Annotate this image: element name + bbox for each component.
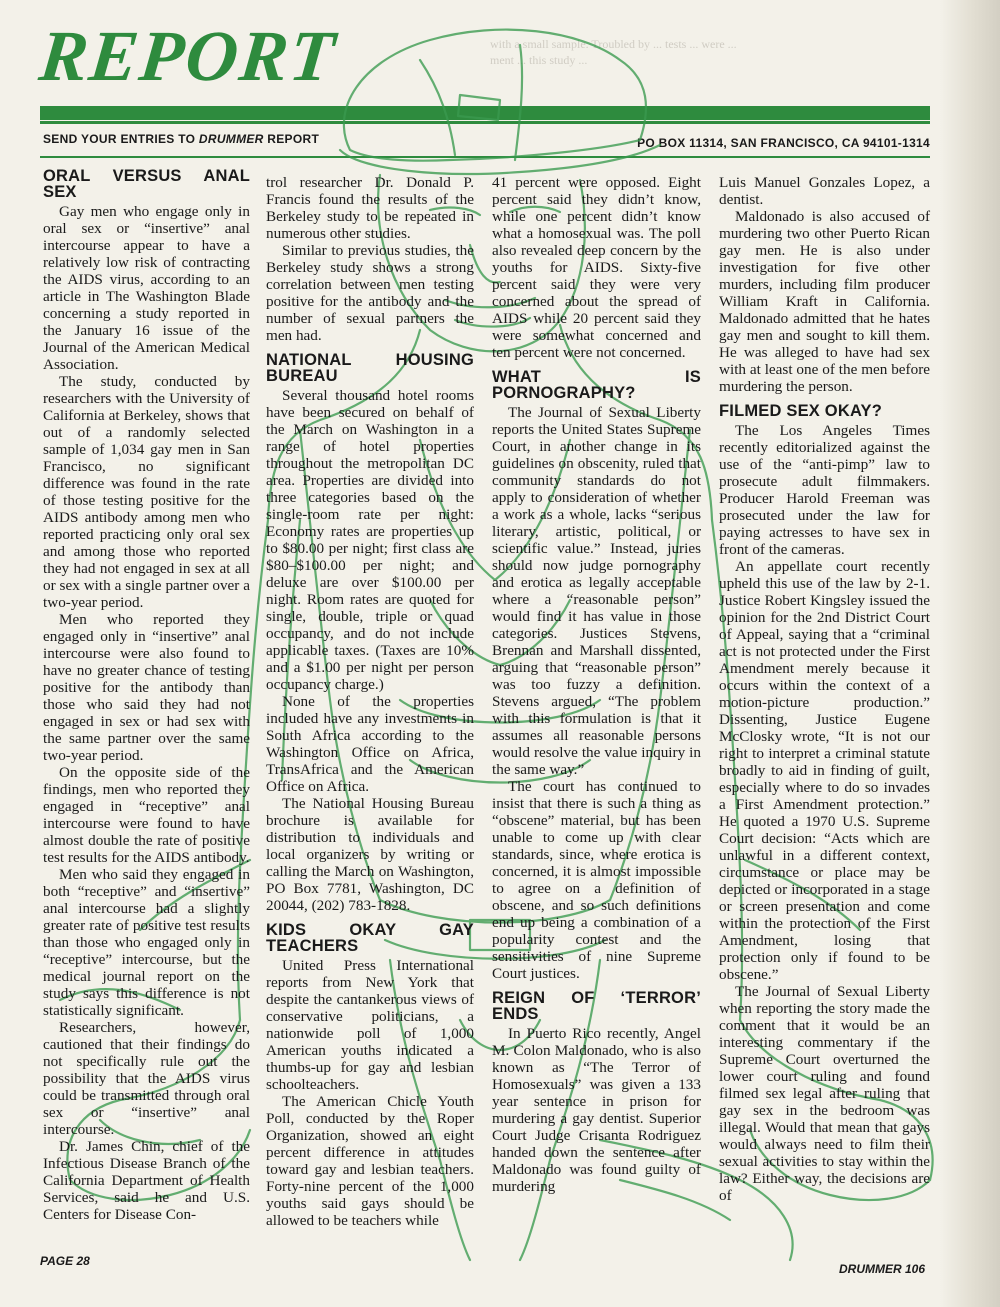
paragraph: The Los Angeles Times recently editorialized against the use of the “anti-pimp” law to prosecute adult filmmakers. Producer Harold Freeman was prosecuted under the law for paying actresses to have sex in front of the cameras. xyxy=(719,422,930,558)
headline-kids-okay-gay-teachers: KIDS OKAY GAY TEACHERS xyxy=(266,921,474,955)
paragraph: Dr. James Chin, chief of the Infectious Disease Branch of the California Department of Health Services, said he and U.S. Centers for Disease Con- xyxy=(43,1138,250,1223)
paragraph: Maldonado is also accused of murdering two other Puerto Rican gay men. He is also under investigation for five other murders, including film producer William Kraft in California. Maldonado admitted that he hates gay men and sought to kill them. He was alleged to have had sex with at least one of the men before murdering the person. xyxy=(719,208,930,395)
paragraph: Men who reported they engaged only in “insertive” anal intercourse were also found to have no greater chance of testing positive for the antibody than those who said they had not engaged in sex or had sex with the same partner over the same two-year period. xyxy=(43,611,250,764)
column-2 xyxy=(266,174,474,1229)
headline-reign-of-terror-ends: REIGN OF ‘TERROR’ ENDS xyxy=(492,989,701,1023)
send-prefix: SEND YOUR ENTRIES TO xyxy=(43,132,199,146)
masthead-title: REPORT xyxy=(35,16,341,96)
paragraph: Gay men who engage only in oral sex or “insertive” anal intercourse appear to have a relatively low risk of contracting the AIDS virus, according to an article in The Washington Blade concerning a study reported in the January 16 issue of the Journal of the American Medical Association. xyxy=(43,203,250,373)
paragraph: 41 percent were opposed. Eight percent said they didn’t know, while one percent didn’t know what a homosexual was. The poll also revealed deep concern by the youths for AIDS. Sixty-five percent said they were very concerned about the spread of AIDS while 20 percent said they were somewhat concerned and ten percent were not concerned. xyxy=(492,174,701,361)
paragraph: Several thousand hotel rooms have been secured on behalf of the March on Washington in a range of hotel properties throughout the metropolitan DC area. Properties are divided into three categories based on the single-room rate per night: Economy rates are properties up to $80.00 per night; first class are $80–$100.00 per night; and deluxe are over $100.00 per night. Room rates are quoted for single, double, triple or quad occupancy, and do not include applicable taxes. (Taxes are 10% and a $1.00 per night per person occupancy charge.) xyxy=(266,387,474,693)
send-suffix: REPORT xyxy=(263,132,320,146)
paragraph: The court has continued to insist that there is such a thing as “obscene” material, but has been unable to come up with clear standards, since, where erotica is concerned, it is almost impossible to agree on a definition of obscene, and so such definitions end up being a combination of a popularity contest and the sensitivities of nine Supreme Court justices. xyxy=(492,778,701,982)
paragraph: United Press International reports from New York that despite the cantankerous views of conservative politicians, a nationwide poll of 1,000 American youths indicated a thumbs-up for gay and lesbian schoolteachers. xyxy=(266,957,474,1093)
bleed-through-text: with a small sample. Troubled by ... tests ... were ... ment ... this study ... xyxy=(490,37,737,67)
column-4 xyxy=(719,174,930,1204)
send-publication: DRUMMER xyxy=(198,132,264,146)
column-1 xyxy=(43,168,250,1223)
headline-what-is-pornography: WHAT IS PORNOGRAPHY? xyxy=(492,368,701,402)
paragraph: Men who said they engaged in both “receptive” and “insertive” anal intercourse had a slightly greater rate of positive test results than those who engaged only in “receptive” intercourse, but the medical journal report on the study says this difference is not statistically significant. xyxy=(43,866,250,1019)
scan-edge-shadow xyxy=(940,0,1000,1307)
headline-filmed-sex-okay: FILMED SEX OKAY? xyxy=(719,402,883,420)
paragraph: On the opposite side of the findings, men who reported they engaged in “receptive” anal intercourse were found to have almost double the rate of positive test results for the AIDS antibody. xyxy=(43,764,250,866)
paragraph: Researchers, however, cautioned that their findings do not specifically rule out the possibility that the AIDS virus could be transmitted through oral sex or “insertive” anal intercourse. xyxy=(43,1019,250,1138)
paragraph: The study, conducted by researchers with the University of California at Berkeley, shows that out of a randomly selected sample of 1,034 gay men in San Francisco, no significant difference was found in the rate of those testing positive for the AIDS antibody among men who reported practicing only oral sex and among those who reported they had not engaged in sex at all or sex with a single partner over a two-year period. xyxy=(43,373,250,611)
headline-national-housing-bureau: NATIONAL HOUSING BUREAU xyxy=(266,351,474,385)
paragraph: trol researcher Dr. Donald P. Francis found the results of the Berkeley study to be repeated in numerous other studies. xyxy=(266,174,474,242)
send-entries-line xyxy=(43,132,319,146)
paragraph: The American Chicle Youth Poll, conducted by the Roper Organization, showed an eight percent difference in attitudes toward gay and lesbian teachers. Forty-nine percent of the 1,000 youths said gays should be allowed to be teachers while xyxy=(266,1093,474,1229)
headline-oral-versus-anal-sex: ORAL VERSUS ANAL SEX xyxy=(43,167,250,201)
paragraph: The Journal of Sexual Liberty when reporting the story made the comment that it would be an interesting commentary if the Supreme Court overturned the lower court ruling and found filmed sex legal after ruling that gay sex in the bedroom was illegal. Would that mean that gays would always need to film their sexual activities to stay within the law? Either way, the decisions are of xyxy=(719,983,930,1204)
paragraph: None of the properties included have any investments in South Africa according to the Washington Office on Africa, TransAfrica and the American Office on Africa. xyxy=(266,693,474,795)
po-box-address: PO BOX 11314, SAN FRANCISCO, CA 94101-1314 xyxy=(637,136,930,150)
header-rule xyxy=(40,156,930,158)
page-number: PAGE 28 xyxy=(40,1254,90,1268)
paragraph: Luis Manuel Gonzales Lopez, a dentist. xyxy=(719,174,930,208)
paragraph: The National Housing Bureau brochure is available for distribution to individuals and local organizers by writing or calling the March on Washington, PO Box 7781, Washington, DC 20044, (202) 783-1828. xyxy=(266,795,474,914)
column-3 xyxy=(492,174,701,1195)
masthead-rule xyxy=(40,121,930,124)
issue-label: DRUMMER 106 xyxy=(838,1262,925,1276)
masthead-green-bar xyxy=(40,106,930,120)
paragraph: An appellate court recently upheld this use of the law by 2-1. Justice Robert Kingsley issued the opinion for the 2nd District Court of Appeal, saying that a “criminal act is not protected under the First Amendment merely because it occurs within the context of a motion-picture production.” Dissenting, Justice Eugene McClosky wrote, “It is not our right to interpret a criminal statute broadly to aid in finding of guilt, especially where to do so invades a First Amendment protection.” He quoted a 1970 U.S. Supreme Court decision: “Acts which are unlawful in a different context, circumstance or place may be depicted or incorporated in a stage or screen presentation and come within the protection of the First Amendment, losing that protection only if found to be obscene.” xyxy=(719,558,930,983)
paragraph: In Puerto Rico recently, Angel M. Colon Maldonado, who is also known as “The Terror of Homosexuals” was given a 133 year sentence in prison for murdering a gay dentist. Superior Court Judge Crisanta Rodriguez handed down the sentence after Maldonado was found guilty of murdering xyxy=(492,1025,701,1195)
paragraph: Similar to previous studies, the Berkeley study shows a strong correlation between men testing positive for the antibody and the number of sexual partners the men had. xyxy=(266,242,474,344)
paragraph: The Journal of Sexual Liberty reports the United States Supreme Court, in another change in its guidelines on obscenity, ruled that community standards do not apply to consideration of whether a work as a whole, lacks “serious literary, artistic, political, or scientific value.” Instead, juries should now judge pornography and erotica as legally acceptable where a “reasonable person” would find it has value in those categories. Justices Stevens, Brennan and Marshall dissented, arguing that “reasonable person” was too fuzzy a definition. Stevens argued, “The problem with this formulation is that it assumes all reasonable persons would resolve the value inquiry in the same way.” xyxy=(492,404,701,778)
